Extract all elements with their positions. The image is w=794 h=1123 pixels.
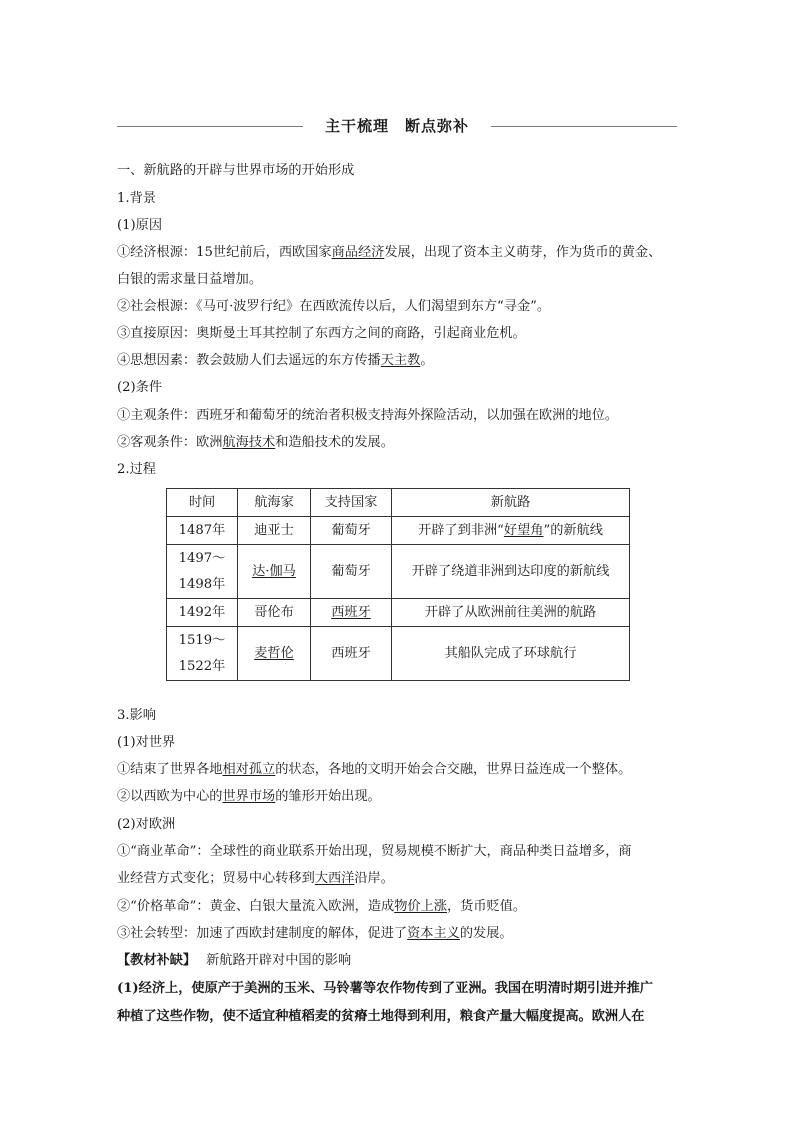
europe-2: ②“价格革命”：黄金、白银大量流入欧洲，造成物价上涨，货币贬值。 xyxy=(117,899,527,914)
table-row xyxy=(167,627,630,681)
cell-route: 开辟了从欧洲前往美洲的航路 xyxy=(392,599,630,627)
supplement-para-2: 种植了这些作物，使不适宜种植稻麦的贫瘠土地得到利用，粮食产量大幅度提高。欧洲人在 xyxy=(117,1009,645,1024)
blank-spain: 西班牙 xyxy=(331,604,371,620)
cell-route: 开辟了到非洲“好望角”的新航线 xyxy=(392,517,630,545)
europe-1-cont: 业经营方式变化；贸易中心转移到大西洋沿岸。 xyxy=(117,871,394,886)
blank-capitalism: 资本主义 xyxy=(407,926,460,941)
cell-country: 西班牙 xyxy=(311,627,392,681)
cell-navigator: 迪亚士 xyxy=(238,517,311,545)
supplement-title: 新航路开辟对中国的影响 xyxy=(206,953,352,968)
col-header-navigator: 航海家 xyxy=(238,489,311,517)
cell-navigator xyxy=(238,545,311,599)
world-1: ①结束了世界各地相对孤立的状态，各地的文明开始会合交融，世界日益连成一个整体。 xyxy=(117,762,632,777)
cause-4: ④思想因素：教会鼓励人们去遥远的东方传播天主教。 xyxy=(117,353,434,368)
europe-3: ③社会转型：加速了西欧封建制度的解体，促进了资本主义的发展。 xyxy=(117,926,513,941)
table-row xyxy=(167,599,630,627)
background-heading: 1.背景 xyxy=(117,191,156,206)
blank-da-gama: 达·伽马 xyxy=(252,563,296,579)
cell-time: 1487年 xyxy=(167,517,238,545)
cell-route: 开辟了绕道非洲到达印度的新航线 xyxy=(392,545,630,599)
world-2: ②以西欧为中心的世界市场的雏形开始出现。 xyxy=(117,789,381,804)
europe-1: ①“商业革命”：全球性的商业联系开始出现，贸易规模不断扩大，商品种类日益增多，商 xyxy=(117,844,632,859)
cell-route: 其船队完成了环球航行 xyxy=(392,627,630,681)
cell-navigator: 哥伦布 xyxy=(238,599,311,627)
table-row xyxy=(167,545,630,599)
cell-country: 葡萄牙 xyxy=(311,517,392,545)
cause-3: ③直接原因：奥斯曼土耳其控制了东西方之间的商路，引起商业危机。 xyxy=(117,326,526,341)
europe-heading: (2)对欧洲 xyxy=(117,817,176,832)
cell-time: 1519～ 1522年 xyxy=(167,627,238,681)
voyages-table xyxy=(166,488,630,681)
supplement-tag: 【教材补缺】 xyxy=(117,953,197,968)
blank-catholicism: 天主教 xyxy=(380,353,421,368)
process-heading: 2.过程 xyxy=(117,462,156,477)
col-header-time: 时间 xyxy=(167,489,238,517)
blank-magellan: 麦哲伦 xyxy=(254,645,294,661)
blank-price-rise: 物价上涨 xyxy=(394,899,447,914)
world-heading: (1)对世界 xyxy=(117,735,176,750)
title-rule-right xyxy=(491,126,677,127)
cell-country xyxy=(311,599,392,627)
cell-country: 葡萄牙 xyxy=(311,545,392,599)
table-header-row xyxy=(167,489,630,517)
section-title-row xyxy=(117,113,677,141)
impact-heading: 3.影响 xyxy=(117,708,156,723)
blank-atlantic: 大西洋 xyxy=(314,871,355,886)
cell-navigator xyxy=(238,627,311,681)
condition-heading: (2)条件 xyxy=(117,380,163,395)
supplement-heading xyxy=(117,952,351,970)
cause-heading: (1)原因 xyxy=(117,218,163,233)
cause-1-cont: 白银的需求量日益增加。 xyxy=(117,272,263,287)
cell-time: 1492年 xyxy=(167,599,238,627)
blank-commodity-economy: 商品经济 xyxy=(331,245,385,260)
table-row xyxy=(167,517,630,545)
blank-world-market: 世界市场 xyxy=(222,789,276,804)
cause-2: ②社会根源：《马可·波罗行纪》在西欧流传以后，人们渴望到东方“寻金”。 xyxy=(117,299,551,314)
condition-1: ①主观条件：西班牙和葡萄牙的统治者积极支持海外探险活动，以加强在欧洲的地位。 xyxy=(117,408,619,423)
cause-1: ①经济根源：15世纪前后，西欧国家商品经济发展，出现了资本主义萌芽，作为货币的黄金、 xyxy=(117,245,662,260)
col-header-route: 新航路 xyxy=(392,489,630,517)
blank-relative-isolation: 相对孤立 xyxy=(222,762,276,777)
heading-1: 一、新航路的开辟与世界市场的开始形成 xyxy=(117,163,355,178)
blank-cape-of-good-hope: 好望角 xyxy=(503,522,544,538)
section-title: 主干梳理 断点弥补 xyxy=(324,117,469,135)
col-header-country: 支持国家 xyxy=(311,489,392,517)
cell-time: 1497～ 1498年 xyxy=(167,545,238,599)
title-rule-left xyxy=(117,126,303,127)
blank-navigation-tech: 航海技术 xyxy=(222,435,276,450)
condition-2: ②客观条件：欧洲航海技术和造船技术的发展。 xyxy=(117,435,394,450)
supplement-para-1: (1)经济上，使原产于美洲的玉米、马铃薯等农作物传到了亚洲。我国在明清时期引进并推广 xyxy=(117,981,653,996)
